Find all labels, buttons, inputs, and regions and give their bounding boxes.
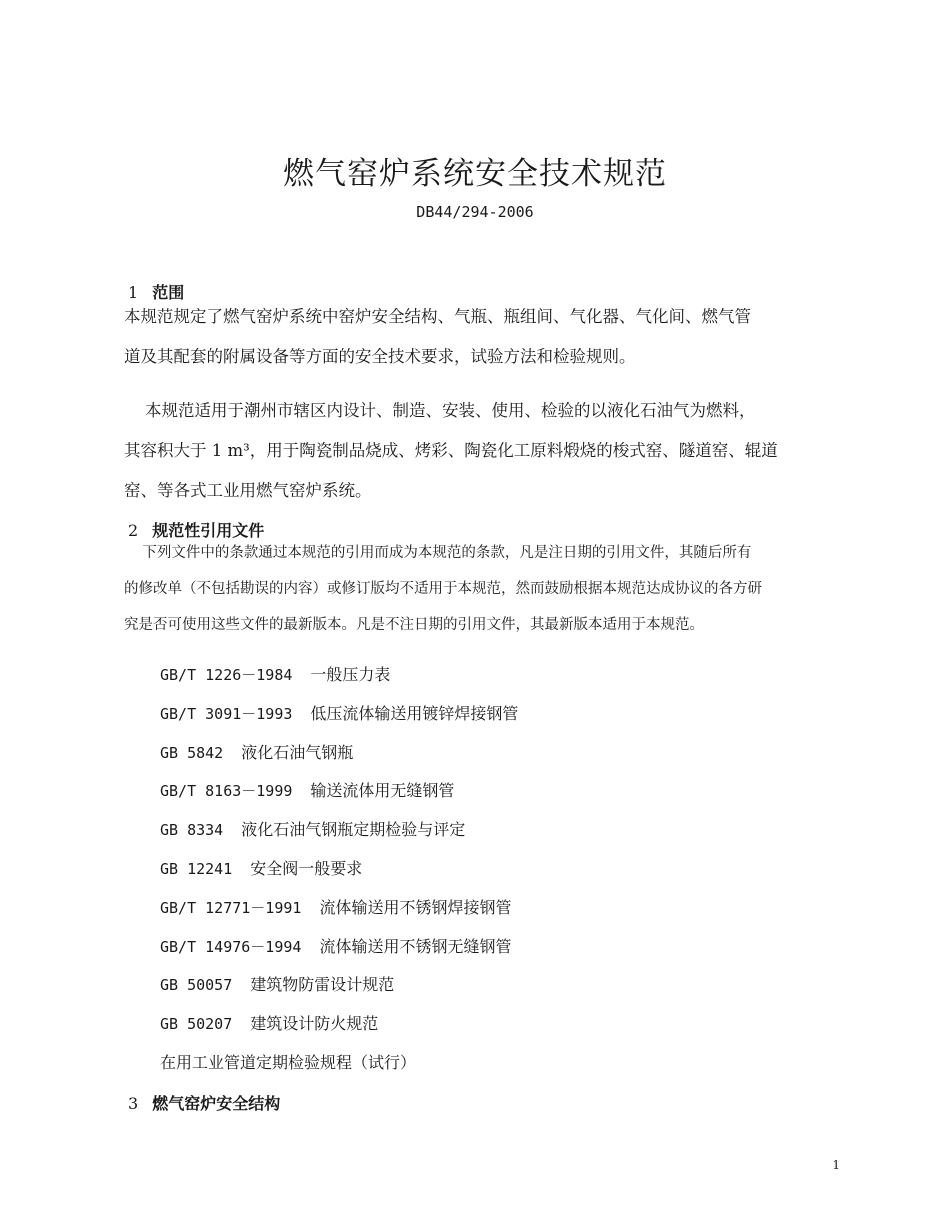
reference-title: 输送流体用无缝钢管 [310, 781, 455, 801]
reference-code: GB 12241 [160, 859, 233, 878]
reference-code: GB/T 14976－1994 [160, 937, 302, 956]
reference-code: GB 5842 [160, 743, 224, 762]
reference-code: GB/T 3091－1993 [160, 704, 293, 723]
reference-title: 建筑物防雷设计规范 [250, 975, 395, 995]
reference-item [160, 695, 800, 734]
section-2-paragraph [124, 535, 840, 643]
page-number: 1 [832, 1158, 840, 1172]
reference-title: 流体输送用不锈钢焊接钢管 [319, 897, 512, 917]
reference-title: 低压流体输送用镀锌焊接钢管 [310, 703, 519, 723]
section-1-paragraph-1 [124, 297, 840, 377]
document-title: 燃气窑炉系统安全技术规范 [283, 156, 667, 192]
text-line: 究是否可使用这些文件的最新版本。凡是不注日期的引用文件，其最新版本适用于本规范。 [124, 617, 704, 633]
reference-list [160, 656, 800, 1083]
reference-item [160, 1005, 800, 1044]
reference-title: 液化石油气钢瓶 [241, 742, 354, 762]
reference-code: GB/T 12771－1991 [160, 898, 302, 917]
section-title: 燃气窑炉安全结构 [152, 1094, 281, 1113]
text-line: 窑、等各式工业用燃气窑炉系统。 [124, 481, 372, 500]
reference-title: 流体输送用不锈钢无缝钢管 [319, 936, 512, 956]
standard-number: DB44/294-2006 [416, 203, 534, 221]
reference-title: 建筑设计防火规范 [250, 1014, 379, 1034]
text-line: 其容积大于 1 m³，用于陶瓷制品烧成、烤彩、陶瓷化工原料煅烧的梭式窑、隧道窑、辊道 [124, 441, 778, 460]
section-number: 3 [128, 1094, 139, 1113]
reference-item [160, 656, 800, 695]
reference-title: 一般压力表 [310, 665, 391, 684]
reference-item [160, 734, 800, 773]
reference-item [160, 1044, 800, 1083]
text-line: 道及其配套的附属设备等方面的安全技术要求，试验方法和检验规则。 [124, 347, 636, 366]
reference-item [160, 889, 800, 928]
text-line: 本规范规定了燃气窑炉系统中窑炉安全结构、气瓶、瓶组间、气化器、气化间、燃气管 [124, 307, 751, 326]
reference-code: GB 50207 [160, 1015, 233, 1034]
section-number: 2 [128, 521, 139, 540]
reference-title: 安全阀一般要求 [250, 858, 363, 878]
reference-item [160, 772, 800, 811]
section-number: 1 [128, 283, 139, 302]
reference-item [160, 928, 800, 967]
section-3-heading [128, 1091, 280, 1114]
reference-item [160, 811, 800, 850]
reference-item [160, 850, 800, 889]
section-title: 范围 [152, 283, 185, 302]
text-line: 本规范适用于潮州市辖区内设计、制造、安装、使用、检验的以液化石油气为燃料， [124, 401, 756, 420]
reference-code: GB/T 8163－1999 [160, 782, 293, 801]
section-1-paragraph-2 [124, 391, 840, 511]
text-line: 的修改单（不包括勘误的内容）或修订版均不适用于本规范，然而鼓励根据本规范达成协议的各方研 [124, 581, 762, 597]
section-title: 规范性引用文件 [152, 521, 265, 540]
reference-item [160, 966, 800, 1005]
reference-code: GB/T 1226－1984 [160, 666, 293, 684]
reference-title: 液化石油气钢瓶定期检验与评定 [241, 820, 466, 840]
text-line: 下列文件中的条款通过本规范的引用而成为本规范的条款，凡是注日期的引用文件，其随后所有 [124, 545, 752, 561]
reference-code: GB 50057 [160, 976, 233, 995]
reference-code: GB 8334 [160, 821, 224, 840]
reference-title: 在用工业管道定期检验规程（试行） [160, 1052, 417, 1072]
